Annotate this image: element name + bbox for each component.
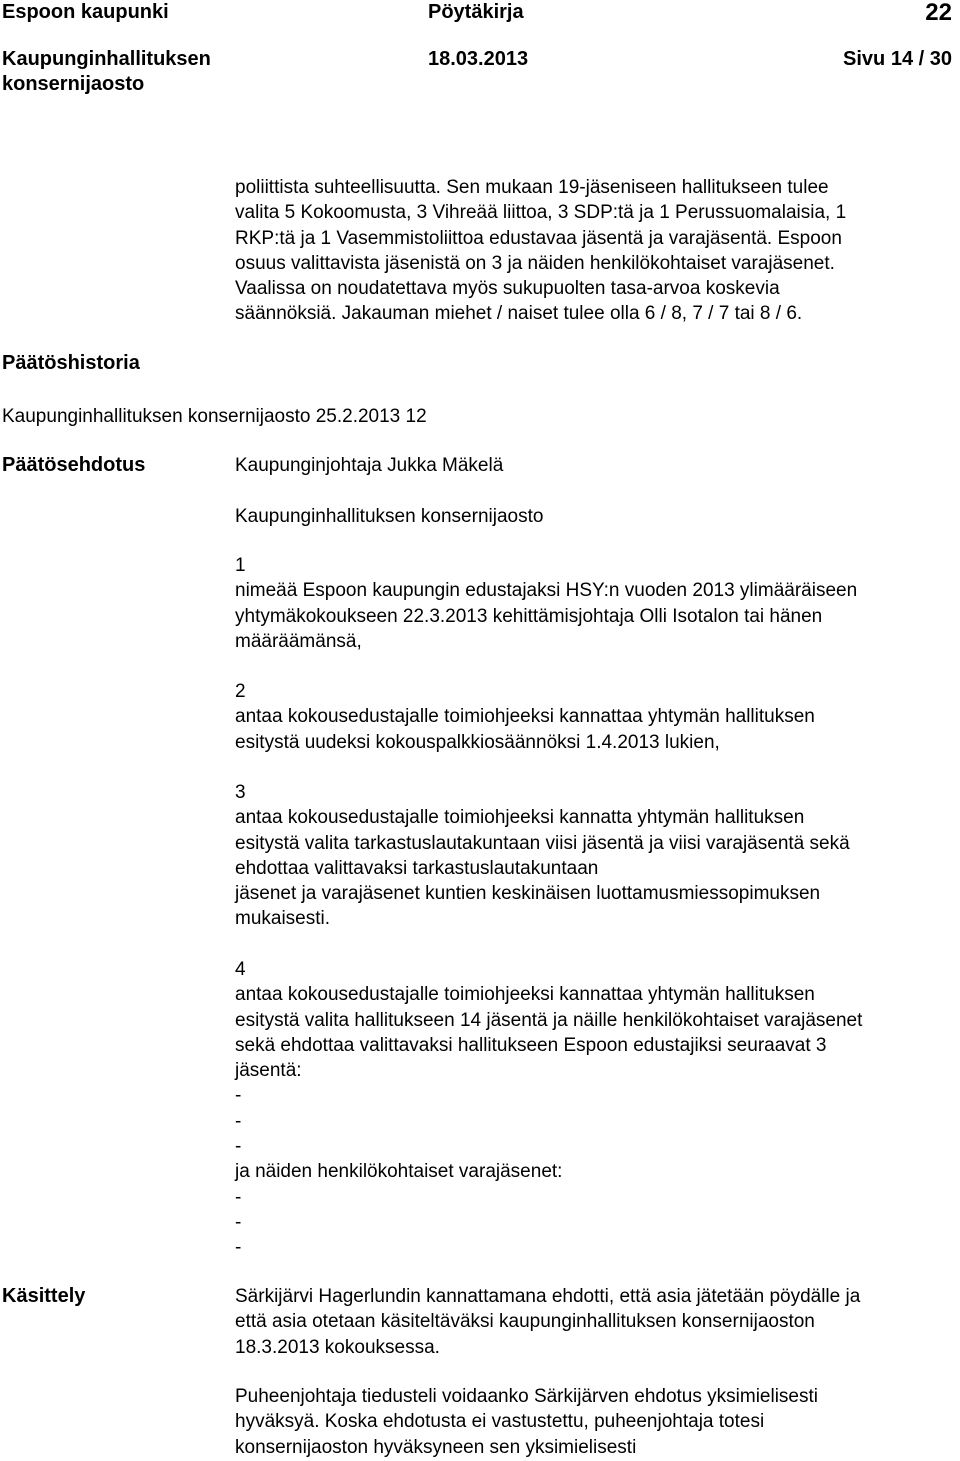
list-dash: - <box>235 1110 242 1132</box>
org-name: Espoon kaupunki <box>2 1 169 23</box>
text-line: esitystä valita hallitukseen 14 jäsentä ja näille henkilökohtaiset varajäsenet <box>235 1009 863 1031</box>
item-number: 2 <box>235 681 246 702</box>
proposal-item-3 <box>235 780 960 932</box>
text-line: antaa kokousedustajalle toimiohjeeksi kannattaa yhtymän hallituksen <box>235 984 815 1006</box>
text-line: yhtymäkokoukseen 22.3.2013 kehittämisjohtaja Olli Isotalon tai hänen <box>235 605 823 627</box>
intro-paragraph <box>235 175 960 327</box>
handling-paragraph-1 <box>235 1284 960 1360</box>
history-meeting: Kaupunginhallituksen konsernijaosto 25.2.2013 12 <box>2 406 427 427</box>
proposal-heading: Päätösehdotus <box>2 454 146 476</box>
text-line: Puheenjohtaja tiedusteli voidaanko Särkijärven ehdotus yksimielisesti <box>235 1386 818 1407</box>
text-line: ja näiden henkilökohtaiset varajäsenet: <box>235 1161 563 1183</box>
text-line: jäsenet ja varajäsenet kuntien keskinäisen luottamusmiessopimuksen <box>235 883 821 905</box>
proposal-item-4 <box>235 957 960 1261</box>
text-line: jäsentä: <box>235 1060 302 1082</box>
text-line: konsernijaoston hyväksyneen sen yksimielisesti <box>235 1436 637 1458</box>
list-dash: - <box>235 1186 242 1208</box>
body-name-line1: Kaupunginhallituksen <box>2 48 211 70</box>
handling-heading: Käsittely <box>2 1285 86 1307</box>
text-line: määräämänsä, <box>235 630 362 652</box>
item-number: 3 <box>235 782 246 803</box>
text-line: säännöksiä. Jakauman miehet / naiset tulee olla 6 / 8, 7 / 7 tai 8 / 6. <box>235 303 803 325</box>
list-dash: - <box>235 1136 242 1158</box>
text-line: poliittista suhteellisuutta. Sen mukaan 19-jäseniseen hallitukseen tulee <box>235 177 829 198</box>
text-line: esitystä valita tarkastuslautakuntaan viisi jäsentä ja viisi varajäsentä sekä <box>235 832 850 854</box>
item-number: 4 <box>235 959 246 980</box>
text-line: että asia otetaan käsiteltäväksi kaupunginhallituksen konsernijaoston <box>235 1311 815 1333</box>
text-line: ehdottaa valittavaksi tarkastuslautakuntaan <box>235 857 599 879</box>
text-line: Vaalissa on noudatettava myös sukupuolten tasa-arvoa koskevia <box>235 278 780 300</box>
item-number: 1 <box>235 555 246 576</box>
page-reference: Sivu 14 / 30 <box>843 48 952 70</box>
page-number: 22 <box>925 0 952 26</box>
text-line: esitystä uudeksi kokouspalkkiosäännöksi 1.4.2013 lukien, <box>235 731 720 753</box>
text-line: Särkijärvi Hagerlundin kannattamana ehdotti, että asia jätetään pöydälle ja <box>235 1286 861 1307</box>
list-dash: - <box>235 1211 242 1233</box>
proposal-item-1 <box>235 553 960 654</box>
meeting-date: 18.03.2013 <box>428 48 529 70</box>
proposal-body: Kaupunginhallituksen konsernijaosto <box>235 506 544 527</box>
text-line: RKP:tä ja 1 Vasemmistoliittoa edustavaa jäsentä ja varajäsentä. Espoon <box>235 227 842 249</box>
text-line: mukaisesti. <box>235 908 331 930</box>
body-name-line2: konsernijaosto <box>2 73 145 95</box>
text-line: hyväksyä. Koska ehdotusta ei vastustettu, puheenjohtaja totesi <box>235 1411 765 1433</box>
document-type: Pöytäkirja <box>428 1 524 23</box>
decision-history-heading: Päätöshistoria <box>2 352 140 374</box>
list-dash: - <box>235 1237 242 1259</box>
proposer: Kaupunginjohtaja Jukka Mäkelä <box>235 455 504 476</box>
text-line: antaa kokousedustajalle toimiohjeeksi kannatta yhtymän hallituksen <box>235 807 805 829</box>
text-line: sekä ehdottaa valittavaksi hallitukseen Espoon edustajiksi seuraavat 3 <box>235 1034 827 1056</box>
proposal-item-2 <box>235 679 960 755</box>
text-line: antaa kokousedustajalle toimiohjeeksi kannattaa yhtymän hallituksen <box>235 706 815 728</box>
list-dash: - <box>235 1085 242 1107</box>
handling-paragraph-2 <box>235 1384 960 1460</box>
text-line: osuus valittavista jäsenistä on 3 ja näiden henkilökohtaiset varajäsenet. <box>235 252 835 274</box>
text-line: valita 5 Kokoomusta, 3 Vihreää liittoa, 3 SDP:tä ja 1 Perussuomalaisia, 1 <box>235 202 847 224</box>
text-line: 18.3.2013 kokouksessa. <box>235 1336 440 1358</box>
text-line: nimeää Espoon kaupungin edustajaksi HSY:n vuoden 2013 ylimääräiseen <box>235 580 858 602</box>
